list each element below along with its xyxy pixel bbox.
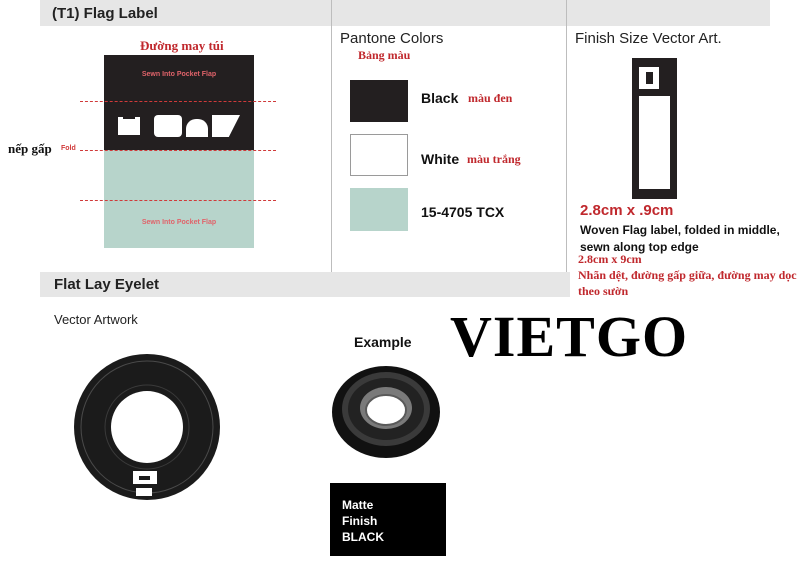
finish-size-label-artwork — [632, 58, 677, 199]
example-title: Example — [354, 334, 412, 350]
flag-label-artwork — [104, 55, 254, 248]
finish-size-title: Finish Size Vector Art. — [575, 30, 722, 47]
swatch-white-label: White — [421, 151, 460, 167]
sewing-line-vn-label: Đường may túi — [140, 38, 224, 53]
swatch-black-label-vn: màu đen — [468, 91, 513, 105]
fold-vn-label: nếp gấp — [8, 141, 52, 156]
matte-finish-line3: BLACK — [342, 530, 384, 544]
vector-artwork-title: Vector Artwork — [54, 312, 138, 327]
eyelet-header: Flat Lay Eyelet — [54, 276, 160, 293]
column-divider — [331, 0, 332, 272]
swatch-black-label: Black — [421, 90, 459, 106]
fold-label: Fold — [61, 145, 76, 152]
sewn-into-top-text: Sewn Into Pocket Flap — [141, 71, 217, 78]
example-eyelet-photo — [330, 360, 442, 460]
swatch-white — [350, 134, 408, 176]
fold-guide-line — [80, 150, 276, 151]
swatch-mint-label: 15-4705 TCX — [421, 204, 505, 220]
matte-finish-line2: Finish — [342, 514, 378, 528]
finish-size-dimension: 2.8cm x .9cm — [580, 202, 674, 219]
flag-label-bottom-mint — [104, 150, 254, 248]
brand-logo — [118, 113, 242, 139]
swatch-mint — [350, 188, 408, 231]
vector-eyelet-artwork — [72, 345, 222, 510]
vietgo-watermark: VIETGO — [450, 304, 689, 369]
pantone-title-vn: Bảng màu — [358, 48, 411, 62]
sewn-into-bottom-text: Sewn Into Pocket Flap — [141, 219, 217, 226]
swatch-white-label-vn: màu trắng — [467, 152, 521, 166]
finish-size-dimension-vn: 2.8cm x 9cm — [578, 252, 642, 266]
swatch-black — [350, 80, 408, 122]
column-divider — [566, 0, 567, 272]
sewing-guide-line-top — [80, 101, 276, 102]
matte-finish-line1: Matte — [342, 498, 374, 512]
matte-finish-box — [330, 483, 446, 556]
finish-size-description-vn: Nhãn dệt, đường gấp giữa, đường may dọc theo sườn — [578, 268, 797, 298]
flag-label-header: (T1) Flag Label — [52, 5, 158, 22]
finish-size-description: Woven Flag label, folded in middle, sewn along top edge — [580, 223, 780, 254]
pantone-title: Pantone Colors — [340, 30, 444, 47]
sewing-guide-line-bottom — [80, 200, 276, 201]
